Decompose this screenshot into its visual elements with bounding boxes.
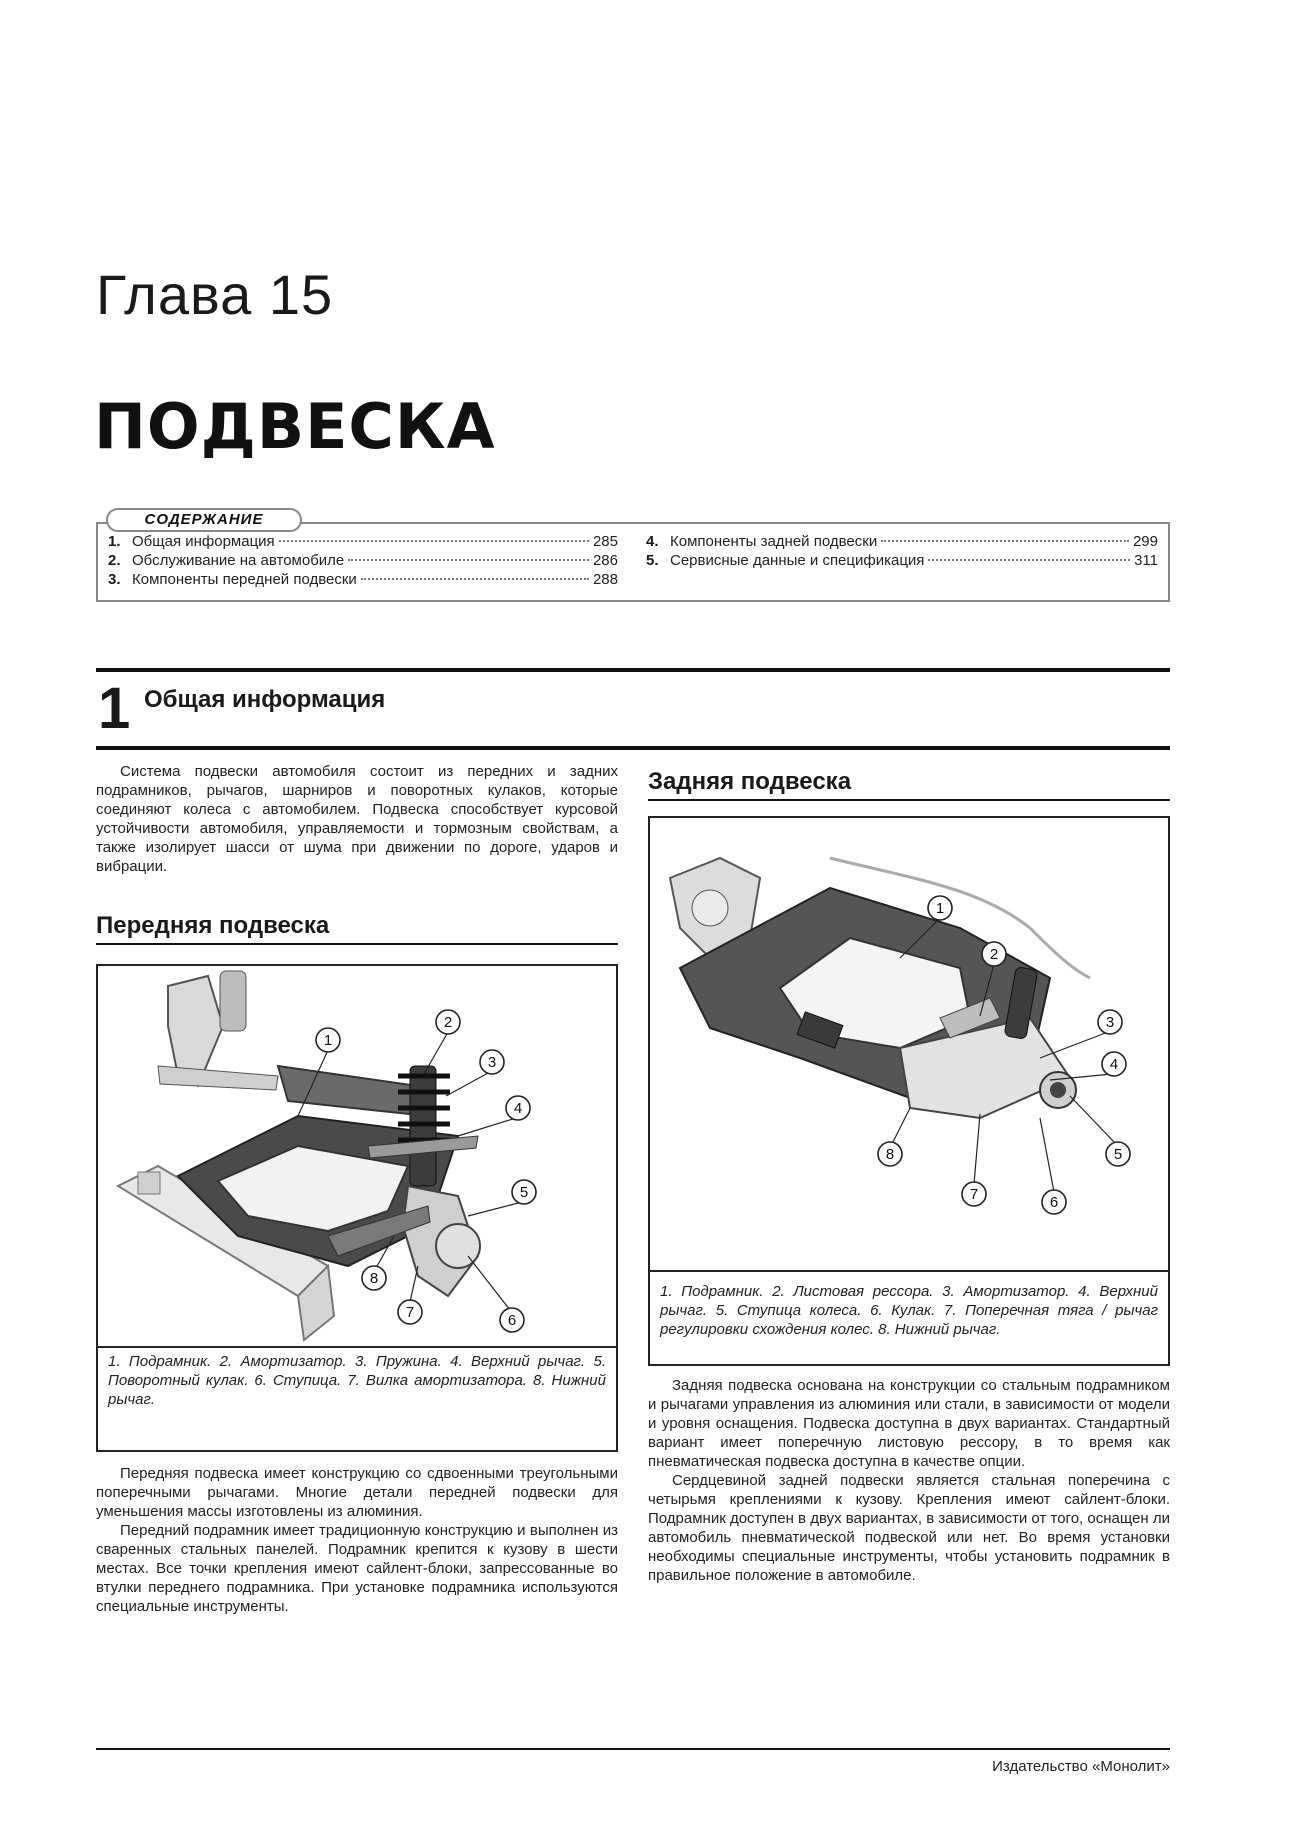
toc-item-page: 288 bbox=[592, 571, 618, 588]
rear-heading: Задняя подвеска bbox=[648, 768, 852, 795]
front-callout-2: 2 bbox=[443, 1014, 453, 1031]
toc-column-right bbox=[646, 532, 1158, 570]
toc-item[interactable] bbox=[108, 551, 618, 570]
section-rule-bottom bbox=[96, 746, 1170, 750]
rear-paragraph-1: Задняя подвеска основана на конструкции со стальным подрамником и рычагами управления из алюминия или стали, в зависимости от модели и уровня оснащения. Подвеска доступна в двух вариантах. Стандартный вариант имеет поперечную листовую рессору, в то время как пневматическая подвеска доступна в качестве опции. bbox=[648, 1377, 1170, 1470]
rear-callout-1: 1 bbox=[935, 900, 945, 917]
rear-caption: 1. Подрамник. 2. Листовая рессора. 3. Амортизатор. 4. Верхний рычаг. 5. Ступица колеса. 6. Кулак. 7. Поперечная тяга / рычаг регулировки схождения колес. 8. Нижний рычаг. bbox=[660, 1283, 1158, 1338]
toc-item[interactable] bbox=[108, 532, 618, 551]
toc-leader bbox=[361, 578, 589, 580]
publisher-footer: Издательство «Монолит» bbox=[992, 1758, 1170, 1775]
rear-figure bbox=[648, 816, 1170, 1272]
rear-callout-3: 3 bbox=[1105, 1014, 1115, 1031]
toc-item[interactable] bbox=[646, 551, 1158, 570]
front-body bbox=[96, 1464, 618, 1616]
rear-heading-rule bbox=[648, 799, 1170, 801]
toc-item-text: Общая информация bbox=[132, 533, 275, 550]
rear-callout-4: 4 bbox=[1109, 1056, 1119, 1073]
rear-paragraph-2: Сердцевиной задней подвески является стальная поперечина с четырьмя креплениями к кузову. Крепления имеют сайлент-блоки. Подрамник доступен в двух вариантах, в зависимости от того, оснащен ли автомобиль пневматической подвеской или нет. Во время установки необходимы специальные инструменты, чтобы установить подрамник в правильное положение в автомобиле. bbox=[648, 1472, 1170, 1584]
front-callout-4: 4 bbox=[513, 1100, 523, 1117]
rear-callout-5: 5 bbox=[1113, 1146, 1123, 1163]
front-callout-7: 7 bbox=[405, 1304, 415, 1321]
front-paragraph-2: Передний подрамник имеет традиционную конструкцию и выполнен из сваренных стальных панелей. Подрамник крепится к кузову в шести местах. Все точки крепления имеют сайлент-блоки, запрессованные во втулки переднего подрамника. При установке подрамника используются специальные инструменты. bbox=[96, 1522, 618, 1615]
rear-callout-2: 2 bbox=[989, 946, 999, 963]
front-callout-5: 5 bbox=[519, 1184, 529, 1201]
toc-item-page: 311 bbox=[1134, 552, 1158, 569]
toc-item-page: 299 bbox=[1132, 533, 1158, 550]
toc-item-text: Компоненты задней подвески bbox=[670, 533, 878, 550]
rear-callout-6: 6 bbox=[1049, 1194, 1059, 1211]
toc-leader bbox=[279, 540, 589, 542]
toc-item[interactable] bbox=[646, 532, 1158, 551]
toc-heading: СОДЕРЖАНИЕ bbox=[106, 508, 302, 532]
toc-item-num: 4. bbox=[646, 533, 659, 550]
toc-item-text: Компоненты передней подвески bbox=[132, 571, 357, 588]
front-callout-3: 3 bbox=[487, 1054, 497, 1071]
toc-column-left bbox=[108, 532, 618, 589]
toc-item-num: 5. bbox=[646, 552, 659, 569]
intro-paragraph bbox=[96, 762, 618, 876]
front-callout-8: 8 bbox=[369, 1270, 379, 1287]
footer-rule bbox=[96, 1748, 1170, 1750]
front-paragraph-1: Передняя подвеска имеет конструкцию со сдвоенными треугольными поперечными рычагами. Многие детали передней подвески для уменьшения массы изготовлены из алюминия. bbox=[96, 1465, 618, 1520]
rear-callout-7: 7 bbox=[969, 1186, 979, 1203]
toc-item-page: 286 bbox=[592, 552, 618, 569]
toc-item-num: 3. bbox=[108, 571, 121, 588]
toc-leader bbox=[348, 559, 589, 561]
toc-item-num: 1. bbox=[108, 533, 121, 550]
section-title: Общая информация bbox=[144, 686, 386, 713]
toc-leader bbox=[928, 559, 1130, 561]
chapter-label: Глава 15 bbox=[96, 263, 334, 326]
front-caption: 1. Подрамник. 2. Амортизатор. 3. Пружина. 4. Верхний рычаг. 5. Поворотный кулак. 6. Ступица. 7. Вилка амортизатора. 8. Нижний рычаг. bbox=[108, 1353, 606, 1408]
toc-item-num: 2. bbox=[108, 552, 121, 569]
front-caption-divider bbox=[98, 1346, 616, 1348]
rear-callouts bbox=[650, 818, 1168, 1274]
front-callout-6: 6 bbox=[507, 1312, 517, 1329]
section-number: 1 bbox=[98, 676, 131, 741]
intro-text: Система подвески автомобиля состоит из передних и задних подрамников, рычагов, шарниров и поворотных кулаков, которые соединяют колеса с автомобилем. Подвеска способствует курсовой устойчивости автомобиля, управляемости и тормозным свойствам, а также изолирует шасси от шума при движении по дороге, ударов и вибрации. bbox=[96, 763, 618, 875]
front-heading: Передняя подвеска bbox=[96, 912, 330, 939]
toc-item-page: 285 bbox=[592, 533, 618, 550]
rear-callout-8: 8 bbox=[885, 1146, 895, 1163]
front-callouts bbox=[98, 966, 616, 1346]
toc-item[interactable] bbox=[108, 570, 618, 589]
section-rule-top bbox=[96, 668, 1170, 672]
front-callout-1: 1 bbox=[323, 1032, 333, 1049]
toc-item-text: Обслуживание на автомобиле bbox=[132, 552, 345, 569]
toc-item-text: Сервисные данные и спецификация bbox=[670, 552, 925, 569]
chapter-title: ПОДВЕСКА bbox=[94, 390, 496, 463]
toc-leader bbox=[881, 540, 1129, 542]
rear-body bbox=[648, 1376, 1170, 1585]
front-heading-rule bbox=[96, 943, 618, 945]
